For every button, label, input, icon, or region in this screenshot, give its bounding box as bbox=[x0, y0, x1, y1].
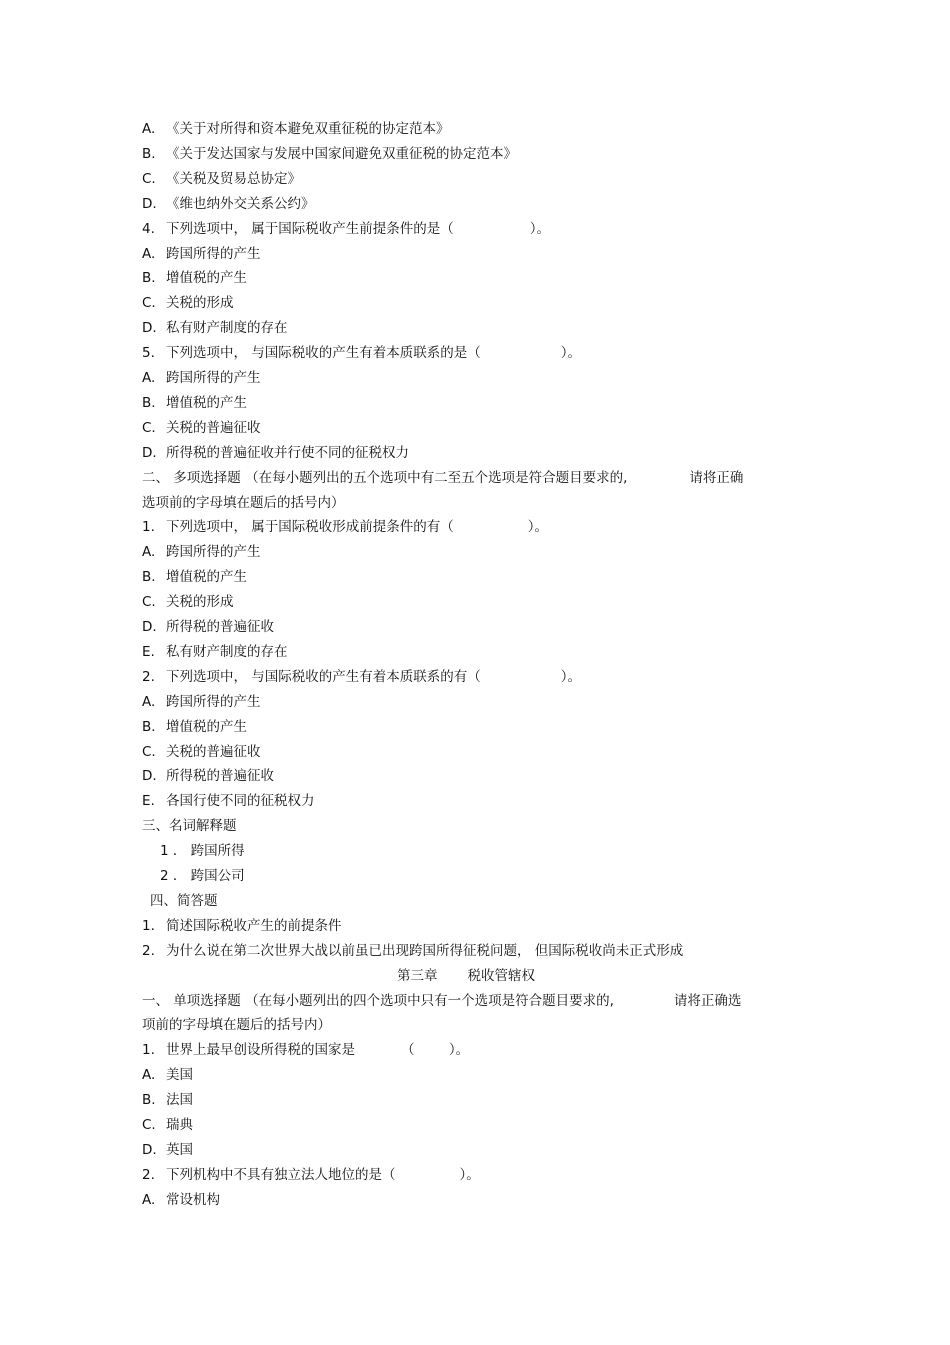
line-tail: （ ）。 bbox=[401, 1042, 470, 1058]
item-label: A. bbox=[142, 1067, 156, 1083]
item-label: 5. bbox=[142, 345, 155, 361]
item-label: C. bbox=[142, 1117, 156, 1133]
text-line bbox=[142, 145, 517, 163]
text-line bbox=[142, 593, 234, 611]
line-text: 所得税的普遍征收并行使不同的征税权力 bbox=[166, 445, 409, 461]
text-line bbox=[142, 195, 315, 213]
text-line bbox=[142, 1141, 193, 1159]
text-line bbox=[142, 568, 247, 586]
item-label: E. bbox=[142, 793, 155, 809]
text-line bbox=[150, 892, 218, 910]
item-label: 2. bbox=[142, 669, 155, 685]
line-text: 项前的字母填在题后的括号内） bbox=[142, 1017, 331, 1033]
text-line bbox=[142, 494, 345, 512]
line-text: 第三章 bbox=[397, 968, 438, 984]
text-line bbox=[142, 344, 581, 362]
item-label: 1. bbox=[142, 918, 155, 934]
item-label: A. bbox=[142, 246, 156, 262]
text-line bbox=[142, 294, 234, 312]
item-label: D. bbox=[142, 445, 157, 461]
text-line bbox=[142, 1116, 193, 1134]
line-text: 跨国所得的产生 bbox=[166, 370, 261, 386]
text-line bbox=[142, 543, 261, 561]
text-line bbox=[142, 618, 274, 636]
text-line bbox=[142, 693, 261, 711]
line-tail: 请将正确 bbox=[689, 470, 744, 486]
line-text: 增值税的产生 bbox=[166, 719, 247, 735]
line-tail: ）。 bbox=[527, 519, 549, 535]
line-text: 跨国所得的产生 bbox=[166, 246, 261, 262]
line-text: 三、名词解释题 bbox=[142, 818, 237, 834]
item-label: B. bbox=[142, 719, 156, 735]
item-label: A. bbox=[142, 121, 156, 137]
text-line bbox=[142, 942, 683, 960]
text-line bbox=[142, 917, 342, 935]
line-text: 选项前的字母填在题后的括号内） bbox=[142, 495, 345, 511]
line-text: 下列选项中， 与国际税收的产生有着本质联系的是（ bbox=[166, 345, 481, 361]
text-line bbox=[142, 767, 274, 785]
item-label: C. bbox=[142, 171, 156, 187]
line-text: 下列选项中， 属于国际税收产生前提条件的是（ bbox=[166, 221, 454, 237]
item-label: 1. bbox=[142, 1042, 155, 1058]
text-line bbox=[397, 967, 535, 985]
item-label: A. bbox=[142, 544, 156, 560]
text-line bbox=[142, 369, 261, 387]
item-label: B. bbox=[142, 395, 156, 411]
line-text: 私有财产制度的存在 bbox=[166, 644, 288, 660]
line-text: 1 ． 跨国所得 bbox=[160, 843, 245, 859]
line-text: 所得税的普遍征收 bbox=[166, 619, 274, 635]
item-label: 2. bbox=[142, 1167, 155, 1183]
text-line bbox=[160, 842, 245, 860]
item-label: D. bbox=[142, 1142, 157, 1158]
item-label: A. bbox=[142, 370, 156, 386]
text-line bbox=[142, 643, 288, 661]
line-text: 四、简答题 bbox=[150, 893, 218, 909]
text-line bbox=[142, 1166, 480, 1184]
item-label: D. bbox=[142, 619, 157, 635]
text-line bbox=[142, 743, 261, 761]
line-text: 2 ． 跨国公司 bbox=[160, 868, 245, 884]
text-line bbox=[142, 1016, 331, 1034]
text-line bbox=[142, 319, 288, 337]
line-text: 《关于对所得和资本避免双重征税的协定范本》 bbox=[166, 121, 450, 137]
text-line bbox=[160, 867, 245, 885]
line-text: 所得税的普遍征收 bbox=[166, 768, 274, 784]
item-label: A. bbox=[142, 1192, 156, 1208]
line-text: 下列选项中， 属于国际税收形成前提条件的有（ bbox=[166, 519, 454, 535]
line-tail: ）。 bbox=[529, 221, 551, 237]
text-line bbox=[142, 817, 237, 835]
line-text: 《关税及贸易总协定》 bbox=[166, 171, 301, 187]
item-label: B. bbox=[142, 146, 156, 162]
line-text: 增值税的产生 bbox=[166, 395, 247, 411]
item-label: 2. bbox=[142, 943, 155, 959]
item-label: E. bbox=[142, 644, 155, 660]
text-line bbox=[142, 170, 301, 188]
line-text: 跨国所得的产生 bbox=[166, 544, 261, 560]
text-line bbox=[142, 245, 261, 263]
item-label: 1. bbox=[142, 519, 155, 535]
text-line bbox=[142, 444, 409, 462]
line-text: 瑞典 bbox=[166, 1117, 193, 1133]
text-line bbox=[142, 1066, 193, 1084]
line-tail: ）。 bbox=[560, 669, 582, 685]
text-line bbox=[142, 394, 247, 412]
line-tail: 税收管辖权 bbox=[467, 968, 535, 984]
text-line bbox=[142, 992, 741, 1010]
item-label: D. bbox=[142, 196, 157, 212]
line-text: 下列选项中， 与国际税收的产生有着本质联系的有（ bbox=[166, 669, 481, 685]
text-line bbox=[142, 419, 261, 437]
line-text: 常设机构 bbox=[166, 1192, 220, 1208]
line-text: 为什么说在第二次世界大战以前虽已出现跨国所得征税问题， 但国际税收尚未正式形成 bbox=[166, 943, 684, 959]
item-label: B. bbox=[142, 1092, 156, 1108]
text-line bbox=[142, 1091, 193, 1109]
line-text: 关税的形成 bbox=[166, 594, 234, 610]
line-text: 关税的普遍征收 bbox=[166, 744, 261, 760]
line-tail: ）。 bbox=[560, 345, 582, 361]
text-line bbox=[142, 220, 550, 238]
line-text: 一、 单项选择题 （在每小题列出的四个选项中只有一个选项是符合题目要求的, bbox=[142, 993, 614, 1009]
line-text: 下列机构中不具有独立法人地位的是（ bbox=[166, 1167, 396, 1183]
line-text: 英国 bbox=[166, 1142, 193, 1158]
line-text: 美国 bbox=[166, 1067, 193, 1083]
item-label: D. bbox=[142, 768, 157, 784]
text-line bbox=[142, 518, 548, 536]
text-line bbox=[142, 469, 743, 487]
item-label: C. bbox=[142, 420, 156, 436]
line-text: 法国 bbox=[166, 1092, 193, 1108]
text-line bbox=[142, 792, 315, 810]
line-text: 跨国所得的产生 bbox=[166, 694, 261, 710]
line-text: 各国行使不同的征税权力 bbox=[166, 793, 315, 809]
item-label: C. bbox=[142, 594, 156, 610]
line-text: 增值税的产生 bbox=[166, 270, 247, 286]
item-label: C. bbox=[142, 295, 156, 311]
text-line bbox=[142, 269, 247, 287]
line-tail: 请将正确选 bbox=[673, 993, 742, 1009]
line-text: 关税的形成 bbox=[166, 295, 234, 311]
line-text: 简述国际税收产生的前提条件 bbox=[166, 918, 342, 934]
text-line bbox=[142, 1191, 220, 1209]
text-line bbox=[142, 1041, 469, 1059]
text-line bbox=[142, 718, 247, 736]
line-text: 二、 多项选择题 （在每小题列出的五个选项中有二至五个选项是符合题目要求的, bbox=[142, 470, 628, 486]
line-text: 关税的普遍征收 bbox=[166, 420, 261, 436]
item-label: C. bbox=[142, 744, 156, 760]
item-label: B. bbox=[142, 569, 156, 585]
line-text: 《维也纳外交关系公约》 bbox=[166, 196, 315, 212]
line-text: 增值税的产生 bbox=[166, 569, 247, 585]
item-label: B. bbox=[142, 270, 156, 286]
text-line bbox=[142, 668, 581, 686]
line-text: 《关于发达国家与发展中国家间避免双重征税的协定范本》 bbox=[166, 146, 517, 162]
item-label: 4. bbox=[142, 221, 155, 237]
line-text: 私有财产制度的存在 bbox=[166, 320, 288, 336]
line-tail: ）。 bbox=[459, 1167, 480, 1183]
item-label: A. bbox=[142, 694, 156, 710]
line-text: 世界上最早创设所得税的国家是 bbox=[166, 1042, 355, 1058]
item-label: D. bbox=[142, 320, 157, 336]
text-line bbox=[142, 120, 450, 138]
